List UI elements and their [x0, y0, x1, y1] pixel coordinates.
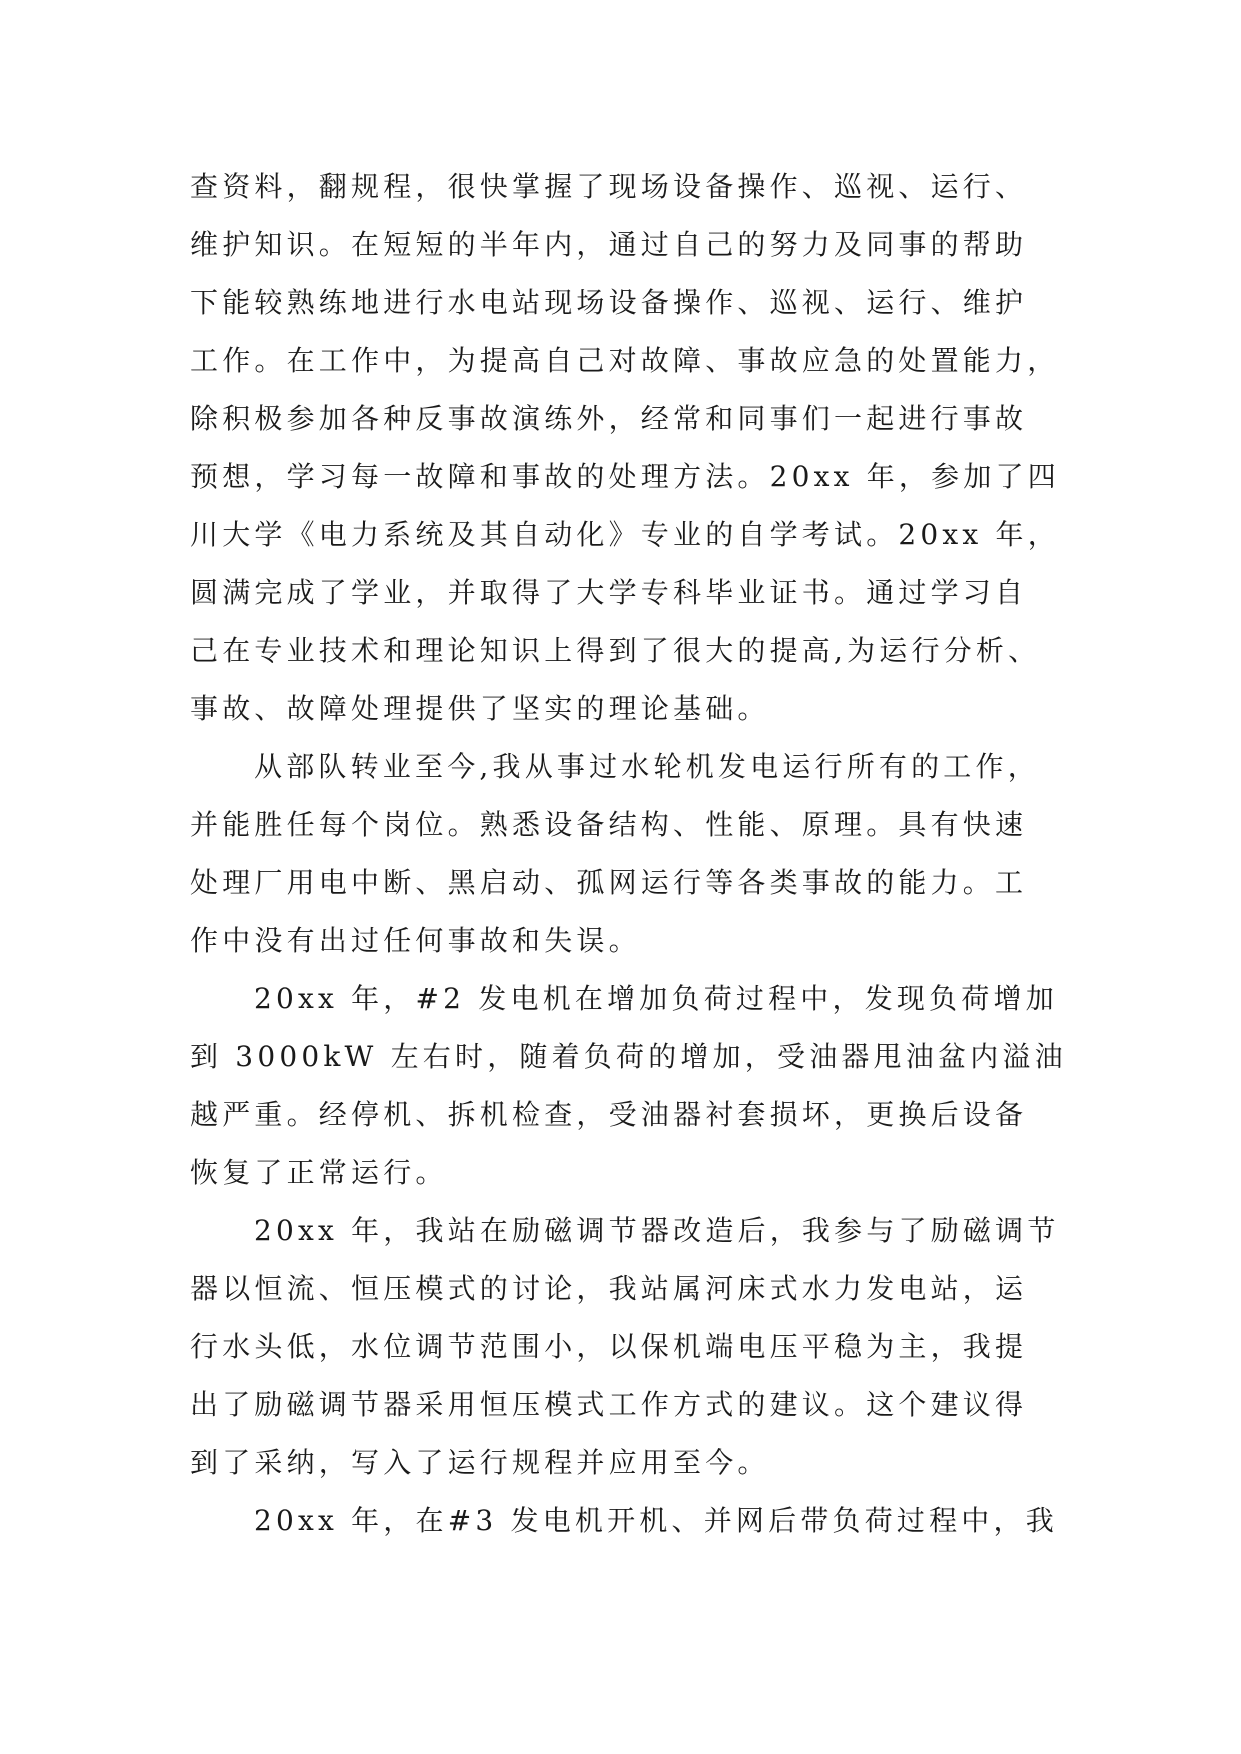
- text-line: 出了励磁调节器采用恒压模式工作方式的建议。这个建议得: [190, 1388, 1028, 1421]
- text-line: 作中没有出过任何事故和失误。: [190, 924, 641, 957]
- text-line: 除积极参加各种反事故演练外，经常和同事们一起进行事故: [190, 402, 1028, 435]
- document-body: [190, 158, 1070, 1550]
- paragraph-first-line: 20xx 年，在#3 发电机开机、并网后带负荷过程中，我: [254, 1504, 1058, 1537]
- text-line: 到了采纳，写入了运行规程并应用至今。: [190, 1446, 770, 1479]
- text-line: 工作。在工作中，为提高自己对故障、事故应急的处置能力，: [190, 344, 1060, 377]
- text-line: 越严重。经停机、拆机检查，受油器衬套损坏，更换后设备: [190, 1098, 1028, 1131]
- text-line: 并能胜任每个岗位。熟悉设备结构、性能、原理。具有快速: [190, 808, 1028, 841]
- paragraph-first-line: 20xx 年，#2 发电机在增加负荷过程中，发现负荷增加: [254, 982, 1058, 1015]
- paragraph-first-line: 从部队转业至今,我从事过水轮机发电运行所有的工作，: [254, 750, 1040, 783]
- text-line: 行水头低，水位调节范围小，以保机端电压平稳为主，我提: [190, 1330, 1028, 1363]
- text-line: 圆满完成了学业，并取得了大学专科毕业证书。通过学习自: [190, 576, 1028, 609]
- text-line: 川大学《电力系统及其自动化》专业的自学考试。20xx 年，: [190, 518, 1060, 551]
- text-line: 己在专业技术和理论知识上得到了很大的提高,为运行分析、: [190, 634, 1041, 667]
- text-line: 事故、故障处理提供了坚实的理论基础。: [190, 692, 770, 725]
- text-line: 到 3000kW 左右时，随着负荷的增加，受油器甩油盆内溢油: [190, 1040, 1067, 1073]
- text-line: 下能较熟练地进行水电站现场设备操作、巡视、运行、维护: [190, 286, 1028, 319]
- paragraph-first-line: 20xx 年，我站在励磁调节器改造后，我参与了励磁调节: [254, 1214, 1060, 1247]
- text-line: 器以恒流、恒压模式的讨论，我站属河床式水力发电站，运: [190, 1272, 1028, 1305]
- text-line: 预想，学习每一故障和事故的处理方法。20xx 年，参加了四: [190, 460, 1060, 493]
- text-line: 恢复了正常运行。: [190, 1156, 448, 1189]
- text-line: 查资料，翻规程，很快掌握了现场设备操作、巡视、运行、: [190, 170, 1028, 203]
- text-line: 维护知识。在短短的半年内，通过自己的努力及同事的帮助: [190, 228, 1028, 261]
- text-line: 处理厂用电中断、黑启动、孤网运行等各类事故的能力。工: [190, 866, 1028, 899]
